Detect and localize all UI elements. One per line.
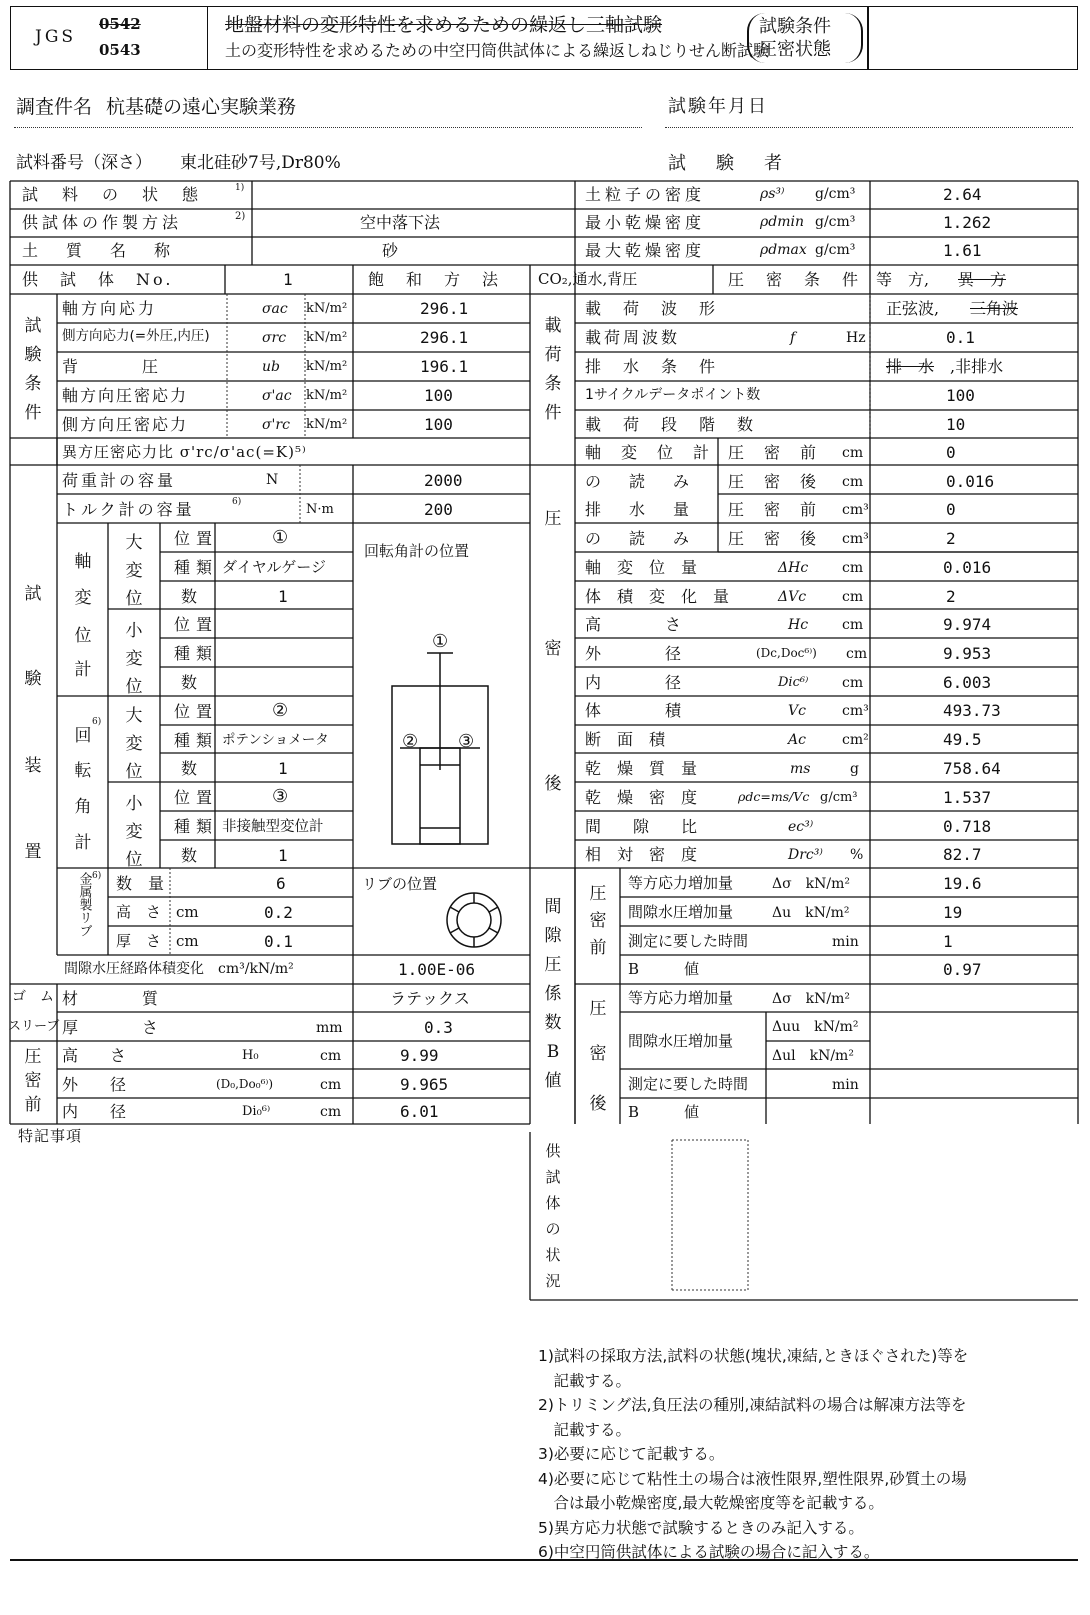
- material-label: 材 質: [62, 989, 159, 1008]
- soil-value: 砂: [382, 241, 399, 260]
- pore-path-value: 1.00E-06: [398, 960, 476, 979]
- rib-thick-label: 厚 さ cm: [116, 932, 199, 950]
- specimen-no-label: 供 試 体 No.: [22, 270, 174, 289]
- torque-unit: N·m: [306, 502, 334, 517]
- rib-count: 6: [276, 874, 286, 893]
- material-value: ラテックス: [390, 989, 470, 1008]
- min-density-value: 1.262: [943, 213, 992, 232]
- bracket-line2: 圧密状態: [759, 39, 831, 60]
- consolidation-label: 圧 密 条 件: [728, 270, 862, 289]
- rubber-label-2: スリーブ: [8, 1019, 60, 1034]
- rib-height-label: 高 さ cm: [116, 903, 199, 921]
- rubber-label-1: ゴ ム: [12, 989, 54, 1005]
- torque-label: トルク計の容量: [62, 500, 195, 519]
- max-density-sym: ρdmax: [760, 242, 807, 258]
- project-label: 調査件名: [16, 96, 93, 118]
- consolidation-value: 等 方,: [876, 270, 930, 289]
- aniso-ratio-label: 異方圧密応力比 σ'rc/σ'ac(=K)⁵⁾: [62, 443, 307, 461]
- rib-diagram: [447, 893, 501, 947]
- code-old: 0542: [99, 15, 141, 33]
- min-density-label: 最小乾燥密度: [585, 213, 706, 232]
- diagram-marker-1: ①: [432, 631, 449, 652]
- code-label: JGS: [35, 27, 77, 47]
- rib-label: 金属製リブ: [76, 872, 92, 937]
- saturation-label: 飽 和 方 法: [368, 270, 502, 289]
- torque-value: 200: [424, 500, 453, 519]
- state-sup: 1): [235, 183, 245, 193]
- particle-density-label: 土粒子の密度: [585, 185, 706, 204]
- diagram-title: 回転角計の位置: [364, 542, 470, 560]
- sample-value: 東北硅砂7号,Dr80%: [180, 153, 341, 173]
- date-label: 試験年月日: [668, 96, 768, 117]
- rib-count-label: 数 量: [116, 874, 165, 893]
- rib-sup: 6): [92, 871, 102, 881]
- state-label: 試 料 の 状 態: [22, 185, 203, 204]
- pore-path-label: 間隙水圧経路体積変化 cm³/kN/m²: [64, 961, 294, 977]
- particle-density-unit: g/cm³: [815, 186, 856, 202]
- title-main: 土の変形特性を求めるための中空円筒供試体による繰返しねじりせん断試験: [225, 41, 770, 60]
- min-density-unit: g/cm³: [815, 214, 856, 230]
- torque-sup: 6): [232, 497, 242, 507]
- load-cell-unit: N: [266, 472, 279, 488]
- bracket-line1: 試験条件: [759, 16, 831, 37]
- rot-sup: 6): [92, 717, 102, 727]
- method-sup: 2): [235, 211, 246, 222]
- sample-label: 試料番号（深さ）: [16, 153, 152, 173]
- project-value: 杭基礎の遠心実験業務: [106, 96, 297, 118]
- remarks-label: 特記事項: [18, 1127, 83, 1145]
- rib-height: 0.2: [264, 903, 293, 922]
- saturation-value: CO₂,通水,背圧: [538, 270, 638, 288]
- load-cell-value: 2000: [424, 471, 463, 490]
- rubber-thick-label: 厚 さ: [62, 1018, 159, 1037]
- code-new: 0543: [99, 41, 141, 59]
- tester-label: 試 験 者: [668, 153, 788, 174]
- rib-thick: 0.1: [264, 932, 293, 951]
- max-density-label: 最大乾燥密度: [585, 241, 706, 260]
- max-density-value: 1.61: [943, 241, 982, 260]
- title-struck: 地盤材料の変形特性を求めるための繰返し三軸試験: [225, 14, 663, 36]
- min-density-sym: ρdmin: [760, 214, 804, 230]
- consolidation-struck: 異 方: [958, 270, 1007, 289]
- soil-label: 土 質 名 称: [22, 241, 177, 260]
- diagram-marker-3: ③: [458, 731, 475, 752]
- load-cell-label: 荷重計の容量: [62, 471, 177, 490]
- particle-density-sym: ρs³⁾: [760, 186, 785, 202]
- diagram-marker-2: ②: [402, 731, 419, 752]
- particle-density-value: 2.64: [943, 185, 982, 204]
- specimen-no-value: 1: [283, 270, 293, 289]
- rubber-thick-value: 0.3: [424, 1018, 453, 1037]
- method-value: 空中落下法: [360, 213, 441, 232]
- method-label: 供試体の作製方法: [22, 213, 183, 232]
- footnotes: 1)試料の採取方法,試料の状態(塊状,凍結,ときほぐされた)等を 記載する。 2)トリミング法,負圧法の種別,凍結試料の場合は解凍方法等を 記載する。 3)必要に応じて記載する。 4)必要に応じて粘性土の場合は液性限界,塑性限界,砂質土の場 合は最小乾燥密度,最大乾燥密度等を記載する。 5)異方応力状態で試験するときのみ記入する。 6)中空円筒供試体による試験の場合に記入する。: [538, 1347, 969, 1561]
- rubber-thick-unit: mm: [316, 1020, 343, 1036]
- rib-pos-label: リブの位置: [362, 875, 438, 893]
- max-density-unit: g/cm³: [815, 242, 856, 258]
